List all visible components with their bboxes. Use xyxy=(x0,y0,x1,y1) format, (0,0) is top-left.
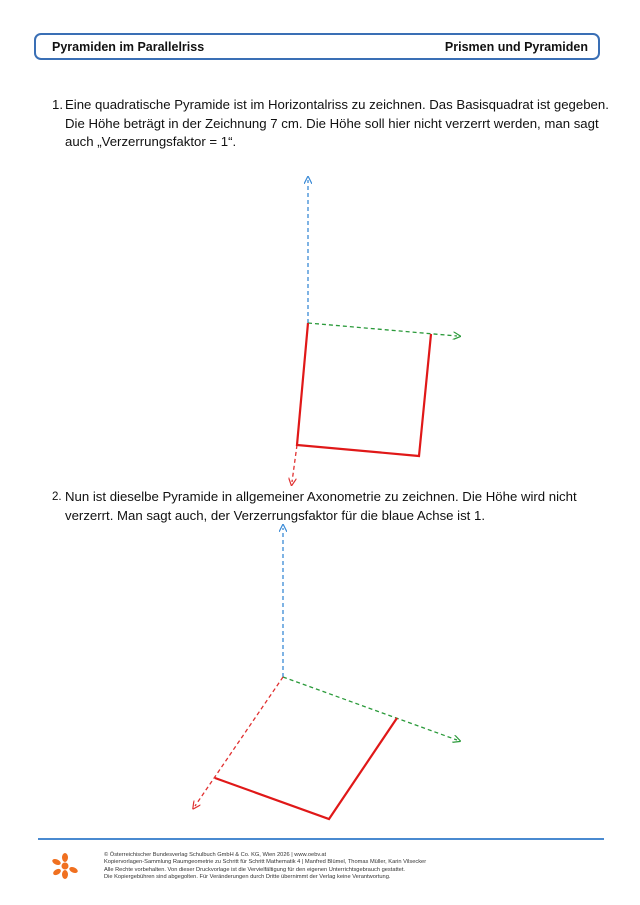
base-square xyxy=(215,718,397,819)
task-2-line: verzerrt. Man sagt auch, der Verzerrungsfaktor für die blaue Achse ist 1. xyxy=(65,507,486,523)
y-axis-green xyxy=(283,677,457,740)
worksheet-title: Pyramiden im Parallelriss xyxy=(52,40,205,54)
task-1-line: auch „Verzerrungsfaktor = 1“. xyxy=(65,134,237,149)
footer-line: Die Kopiergebühren sind abgegolten. Für Veränderungen durch Dritte übernimmt der Verlag keine Verantwortung. xyxy=(104,873,391,880)
task-1-number: 1. xyxy=(52,97,63,112)
task-2-number: 2. xyxy=(52,491,62,503)
task-1-line: Eine quadratische Pyramide ist im Horizontalriss zu zeichnen. Das Basisquadrat ist gegeben. xyxy=(65,97,609,112)
task-1-line: Die Höhe beträgt in der Zeichnung 7 cm. Die Höhe soll hier nicht verzerrt werden, man sagt xyxy=(65,115,599,131)
task-2-line: Nun ist dieselbe Pyramide in allgemeiner Axonometrie zu zeichnen. Die Höhe wird nicht xyxy=(65,489,577,504)
footer-line: Alle Rechte vorbehalten. Von dieser Druckvorlage ist die Vervielfältigung für den eigenen Unterrichtsgebrauch gestattet. xyxy=(104,866,405,873)
x-axis-red xyxy=(292,445,297,482)
figure-2 xyxy=(195,528,457,819)
footer-line: Kopiervorlagen-Sammlung Raumgeometrie zu Schritt für Schritt Mathematik 4 | Manfred Blümel, Thomas Müller, Karin Vilsecker xyxy=(104,859,427,866)
figure-1 xyxy=(292,180,457,482)
footer-divider xyxy=(38,838,604,840)
footer-line: © Österreichischer Bundesverlag Schulbuch GmbH & Co. KG, Wien 2026 | www.oebv.at xyxy=(104,852,327,858)
chapter-title: Prismen und Pyramiden xyxy=(444,40,588,54)
footer-copyright xyxy=(104,852,426,881)
y-axis-green xyxy=(308,323,457,336)
oebv-star-logo-icon xyxy=(52,853,78,879)
base-square xyxy=(297,323,431,456)
